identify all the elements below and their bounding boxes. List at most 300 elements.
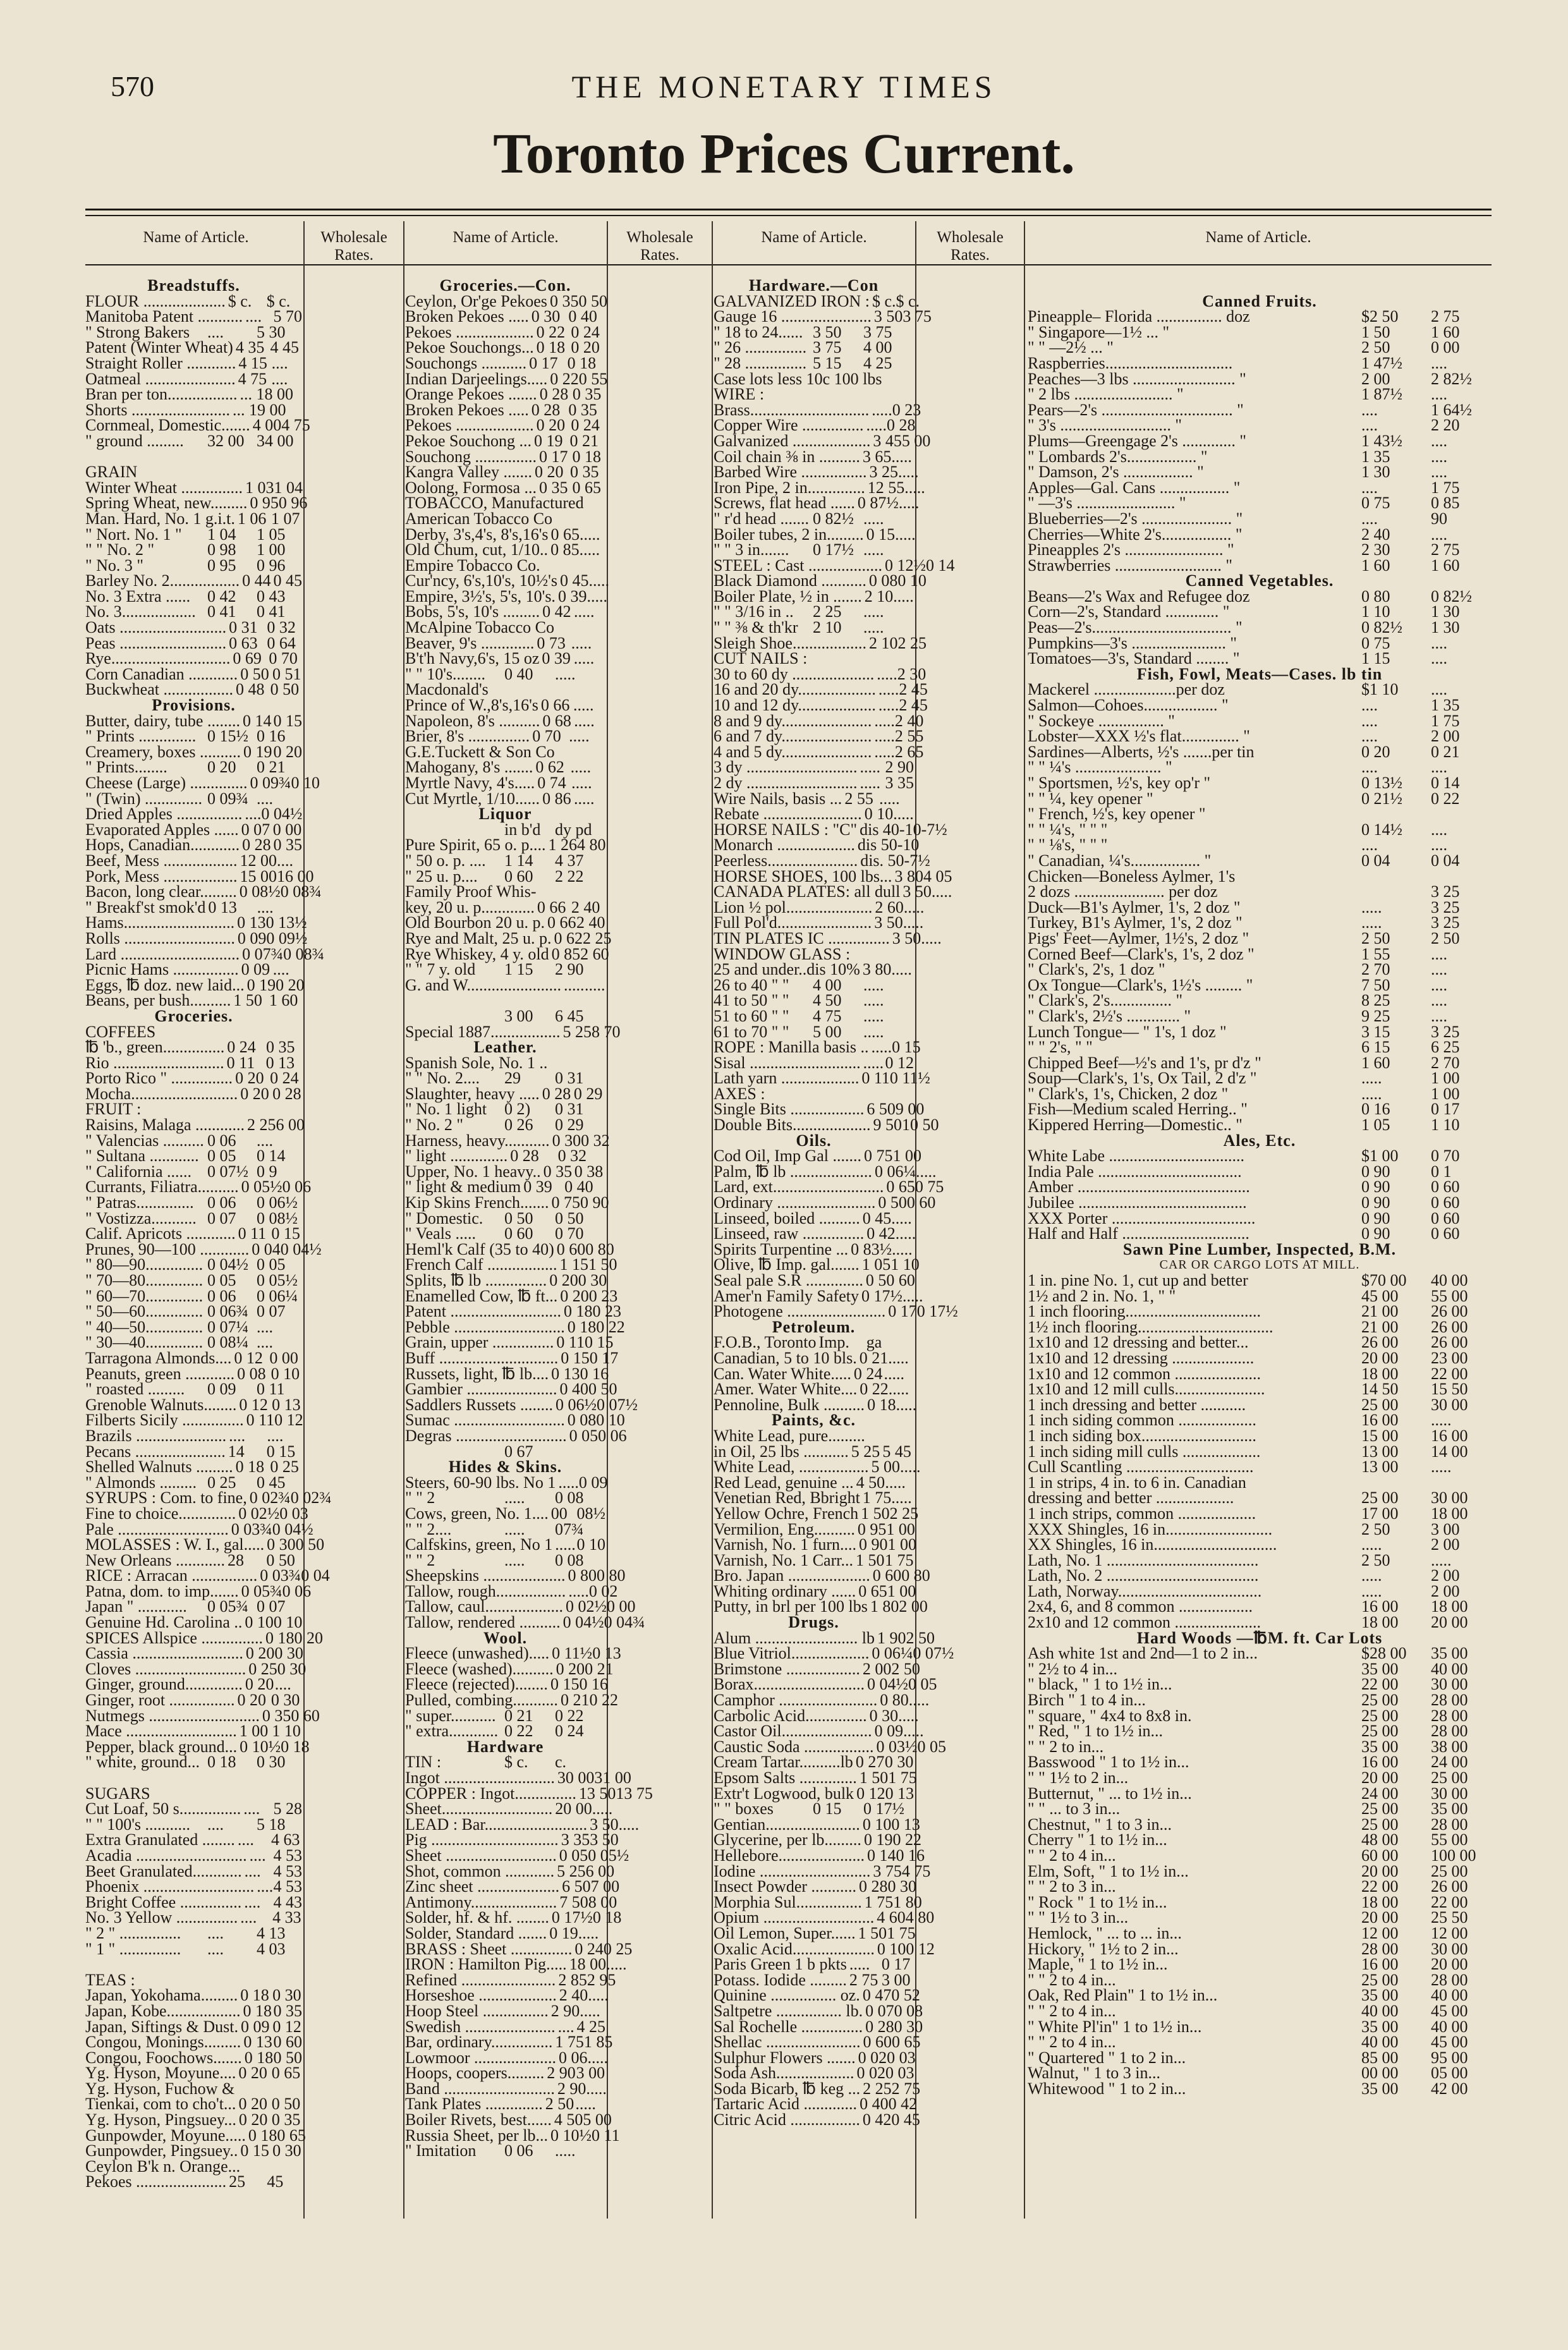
article-name: Tienkai, com to cho't...: [85, 2095, 236, 2114]
rate-low: 6 50: [562, 1877, 591, 1896]
article-name: Gunpowder, Pingsuey..: [85, 2141, 238, 2160]
article-name: [405, 1009, 502, 1025]
rate-low: 0 30: [552, 1131, 581, 1150]
rate-low: 35 00: [1361, 1986, 1399, 2005]
rate-low: 2 50: [1361, 1519, 1390, 1538]
article-name: Canadian, 5 to 10 bls.: [714, 1348, 857, 1367]
rate-high: 2 25: [897, 633, 927, 652]
price-row: [85, 1770, 302, 1786]
article-name: 1x10 and 12 dressing and better...: [1028, 1333, 1249, 1352]
article-name: Kangra Valley .......: [405, 463, 532, 482]
article-name: " Sultana ............: [85, 1147, 199, 1166]
section-title: Hardware: [466, 1737, 544, 1756]
article-name: " No. 1 light: [405, 1100, 487, 1119]
rate-high: ....: [1431, 431, 1447, 450]
rate-high: 0 13: [265, 1053, 295, 1072]
rate-high: ....: [1431, 385, 1447, 404]
rate-high: 0 31: [555, 1100, 584, 1119]
article-name: " super...........: [405, 1706, 496, 1725]
article-name: Ingot ...........................: [405, 1769, 555, 1787]
rate-low: 0 66: [540, 696, 570, 715]
rate-high: 5 00: [583, 2110, 612, 2129]
article-name: " 80—90..............: [85, 1255, 204, 1274]
rate-low: .....: [555, 1535, 576, 1554]
rate-low: 0 20: [560, 1286, 589, 1305]
article-name: Pekoe Souchong ...: [405, 431, 532, 450]
rate-low: 0 28: [859, 1877, 888, 1896]
rate-high: 2 40: [894, 711, 924, 730]
article-name: G.E.Tuckett & Son Co: [405, 742, 555, 761]
article-name: Broken Pekoes .....: [405, 400, 529, 419]
price-row: [714, 1504, 919, 1523]
article-name: Extr't Logwood, bulk: [714, 1784, 854, 1803]
rate-high: 0 03: [885, 2064, 915, 2083]
rate-high: 2 55: [894, 727, 924, 746]
price-row: [405, 1117, 605, 1133]
article-name: Coil chain ⅜ in ..........: [714, 447, 860, 466]
rate-low: 18 00: [569, 1955, 607, 1974]
article-name: Amer. Water White....: [714, 1380, 858, 1399]
article-name: " " No. 2 ": [85, 540, 155, 559]
article-name: Tallow, rough.................: [405, 1581, 566, 1600]
rate-low: 0 04: [1361, 851, 1390, 870]
rate-low: ....: [207, 1923, 224, 1942]
price-row: [85, 1040, 302, 1056]
rate-high: 2 00: [1431, 1581, 1460, 1600]
price-row: [1028, 620, 1492, 636]
article-name: " light & medium: [405, 1178, 521, 1196]
rate-high: 30 00: [1431, 1784, 1468, 1803]
rate-low: 1 50: [1361, 322, 1390, 341]
rate-low: 1 10: [1361, 602, 1390, 621]
article-name: Macdonald's: [405, 680, 489, 699]
article-name: " " —2½ ... ": [1028, 338, 1114, 357]
rate-low: .....: [1361, 913, 1382, 932]
rate-high: 0 60: [906, 1193, 936, 1212]
rate-low: 28 00: [1361, 1939, 1399, 1958]
article-name: Hops, Canadian............: [85, 836, 240, 855]
rate-high: 0 12: [885, 1053, 914, 1072]
rate-high: 0 30: [578, 1271, 607, 1289]
rate-low: 3 35: [561, 1830, 590, 1849]
article-name: " " 3 in.......: [714, 540, 789, 559]
rate-low: 0 10½: [240, 1737, 281, 1756]
rate-high: 0 06¼: [257, 1286, 298, 1305]
rate-high: 0 55: [578, 369, 608, 388]
article-name: Whiting ordinary ......: [714, 1581, 856, 1600]
price-row: [714, 1116, 939, 1135]
rate-low: 18 00: [1361, 1364, 1399, 1383]
rate-high: .....: [571, 633, 592, 652]
price-row: [714, 2033, 921, 2052]
article-name: Glycerine, per lb.........: [714, 1830, 861, 1849]
rate-high: 0 38: [574, 1162, 604, 1181]
rate-low: 0 39: [542, 649, 571, 668]
rate-high: 1 50: [588, 1255, 617, 1274]
rate-low: 20 00: [1361, 1769, 1399, 1787]
rate-low: 0 07: [865, 2001, 894, 2020]
rate-low: 35 00: [1361, 2079, 1399, 2098]
rate-low: 0 22: [860, 1380, 889, 1399]
rate-low: 25 00: [1361, 1395, 1399, 1414]
rate-high: .....: [863, 540, 884, 559]
rate-high: ....: [272, 960, 289, 979]
rate-low: 0 90: [1361, 1193, 1390, 1212]
article-name: Solder, hf. & hf. ........: [405, 1908, 549, 1927]
price-row: [85, 2035, 302, 2050]
rate-high: ....: [1431, 525, 1447, 544]
rate-high: 0 15: [273, 711, 302, 730]
rate-low: .....: [877, 664, 897, 683]
rate-low: 1 50: [233, 991, 262, 1010]
article-name: " Veals .....: [405, 1224, 476, 1243]
price-row: [405, 511, 605, 527]
rate-low: 0 18: [207, 1753, 236, 1772]
article-name: Degras ...........................: [405, 1426, 567, 1445]
rate-low: 0 60: [556, 1239, 586, 1258]
article-name: Birch " 1 to 4 in...: [1028, 1691, 1146, 1710]
rate-low: 2 25: [863, 2079, 892, 2098]
article-name: Pigs' Feet—Aylmer, 1½'s, 2 doz ": [1028, 928, 1249, 947]
article-name: XX Shingles, 16 in..............................: [1028, 1535, 1277, 1554]
article-name: [405, 993, 502, 1009]
rate-high: 2 75: [891, 2079, 921, 2098]
article-name: Peerless......................: [714, 851, 858, 870]
rate-high: ....: [274, 1675, 291, 1694]
rate-high: 0 35: [271, 2110, 301, 2129]
article-name: Caustic Soda .................: [714, 1737, 874, 1756]
section-title: Oils.: [796, 1131, 832, 1150]
price-column: [85, 276, 332, 2191]
article-name: Raspberries...............................: [1028, 353, 1233, 372]
rate-low: 0 82½: [813, 509, 854, 528]
rate-low: 7 50: [1361, 975, 1390, 994]
article-name: Beans—2's Wax and Refugee doz: [1028, 587, 1250, 606]
rate-high: 0 35: [572, 385, 602, 404]
rate-high: 40 00: [1431, 1659, 1468, 1678]
article-name: Cloves ...........................: [85, 1659, 246, 1678]
rate-low: .....: [860, 774, 880, 792]
article-name: GALVANIZED IRON :: [714, 291, 870, 310]
rate-high: 0 11½: [889, 1069, 930, 1088]
rate-low: 0 50: [240, 664, 269, 683]
rate-low: 0 80: [880, 1691, 909, 1710]
rate-high: 35 00: [1431, 1799, 1468, 1818]
rate-high: 0 30: [887, 1877, 917, 1896]
article-name: Prunes, 90—100 ............: [85, 1239, 250, 1258]
article-name: Beaver, 9's .............: [405, 633, 535, 652]
rate-high: 0 08½: [257, 1208, 298, 1227]
rate-high: .....: [884, 1364, 904, 1383]
rate-low: 4 35: [235, 338, 265, 357]
article-name: Lath, Norway...................................: [1028, 1581, 1262, 1600]
article-name: Cut Myrtle, 1/10......: [405, 789, 540, 808]
rate-low: 2 60: [875, 898, 904, 916]
rate-low: 0 19: [863, 1830, 893, 1849]
section-heading: [1028, 1239, 1492, 1258]
rate-low: 0 47: [862, 1986, 892, 2005]
rate-high: 0 10: [270, 1364, 300, 1383]
rate-high: 0 23: [588, 1286, 618, 1305]
column-divider: [403, 221, 404, 2219]
rate-high: 3 25: [1431, 913, 1460, 932]
article-name: Monarch ...................: [714, 836, 855, 855]
rate-low: 0 95: [857, 1519, 887, 1538]
column-header-name: Name of Article.: [1205, 229, 1311, 246]
price-row: [405, 698, 605, 714]
rate-high: 0 28: [887, 416, 916, 435]
price-row: [1028, 1195, 1492, 1211]
rate-low: 7 50: [559, 1892, 588, 1911]
rate-high: 1 80: [893, 1892, 922, 1911]
rate-high: .....: [1431, 1411, 1452, 1430]
rate-low: 0 98: [207, 540, 236, 559]
rate-low: 0 90: [1361, 1208, 1390, 1227]
article-name: White Lead, pure.........: [714, 1426, 865, 1445]
rate-high: .....: [891, 447, 912, 466]
rate-high: 0 60: [291, 1706, 320, 1725]
rate-high: 1 75: [888, 1769, 917, 1787]
rate-high: 0 13: [885, 1784, 915, 1803]
rate-low: ....: [1361, 711, 1378, 730]
rate-high: 95 00: [1431, 2048, 1468, 2067]
rate-low: 0 19: [549, 1923, 578, 1942]
rate-high: 4 53: [273, 1861, 302, 1880]
rate-low: 0 08: [567, 1411, 597, 1430]
article-name: Chestnut, " 1 to 3 in...: [1028, 1815, 1172, 1834]
article-name: Pig ...............................: [405, 1830, 559, 1849]
rate-low: 0 06: [207, 1286, 236, 1305]
article-name: Rye and Malt, 25 u. p.: [405, 928, 552, 947]
rate-high: 1 60: [1431, 556, 1460, 575]
article-name: 4 and 5 dy......................: [714, 742, 872, 761]
rate-high: .....: [586, 587, 607, 606]
article-name: Camphor ........................: [714, 1691, 878, 1710]
rate-high: 0 22: [892, 1830, 921, 1849]
price-row: [1028, 278, 1492, 294]
rate-low: 0 09: [237, 928, 267, 947]
rate-low: 0 62: [535, 758, 564, 777]
rate-low: 14: [228, 1442, 245, 1461]
price-row: [85, 1428, 302, 1444]
section-title: Canned Vegetables.: [1185, 571, 1334, 590]
rate-high: 3 25: [1431, 882, 1460, 901]
rate-low: 0 05¾: [241, 1581, 283, 1600]
rate-high: 28 00: [1431, 1815, 1468, 1834]
article-name: Empire Tobacco Co.: [405, 556, 540, 575]
article-name: Evaporated Apples ......: [85, 820, 239, 839]
article-name: Special 1887.................: [405, 1022, 561, 1041]
price-row: [405, 1923, 605, 1942]
rate-high: 0 80: [585, 1239, 614, 1258]
rate-low: 0 20: [238, 2095, 267, 2114]
rate-low: [882, 372, 899, 387]
rate-high: 0 10: [576, 1535, 605, 1554]
rate-high: 0 14: [257, 1147, 286, 1166]
rate-low: 1 26: [548, 836, 577, 855]
section-title: Groceries.—Con.: [439, 276, 571, 295]
rate-low: 1 75: [862, 1489, 892, 1507]
section-title: Sawn Pine Lumber, Inspected, B.M.: [1122, 1239, 1397, 1258]
article-name: Eggs, ℔ doz. new laid...: [85, 975, 245, 994]
rate-low: 0 13: [243, 2033, 272, 2052]
rate-high: 3 25: [1431, 1022, 1460, 1041]
article-name: Harness, heavy...........: [405, 1131, 550, 1150]
article-name: " No. 3 ": [85, 556, 144, 575]
article-name: Red Lead, genuine ...: [714, 1473, 854, 1492]
rate-high: 0 07½: [597, 1395, 638, 1414]
rate-high: 0 32: [557, 1147, 587, 1166]
price-row: [1028, 1923, 1492, 1942]
rate-high: 0 06: [282, 1581, 312, 1600]
price-row: [1028, 1770, 1492, 1786]
rate-high: .....: [574, 711, 595, 730]
article-name: Tallow, caul...................: [405, 1597, 563, 1616]
article-name: G. and W.......................: [405, 975, 561, 994]
rate-high: 0 05: [257, 1255, 286, 1274]
rate-high: .....: [863, 975, 884, 994]
price-row: [85, 1693, 302, 1708]
rate-low: 1 43½: [1361, 431, 1402, 450]
rate-high: ....: [1431, 353, 1447, 372]
rate-high: .....: [903, 913, 924, 932]
article-name: White Labe .................................: [1028, 1147, 1244, 1166]
article-name: Currants, Filiatra..........: [85, 1178, 239, 1196]
rate-high: 0 08¾: [280, 882, 322, 901]
rate-high: ....: [1431, 680, 1447, 699]
article-name: 3 dy ...........................: [714, 758, 858, 777]
rate-high: 0 60: [886, 1271, 915, 1289]
article-name: Quinine ................ oz.: [714, 1986, 860, 2005]
article-name: Kip Skins French.......: [405, 1193, 549, 1212]
rate-high: 1 00: [1431, 1069, 1460, 1088]
rate-low: 5 25: [562, 1022, 592, 1041]
rate-high: 1 30: [1431, 602, 1460, 621]
rate-high: [1431, 278, 1492, 294]
article-name: Olive, ℔ Imp. gal.......: [714, 1255, 860, 1274]
rate-high: 1 07: [270, 509, 300, 528]
article-name: Seal pale S.R ..............: [714, 1271, 863, 1289]
rate-high: 1 00: [887, 1535, 917, 1554]
article-name: " 3's ........................... ": [1028, 416, 1182, 435]
rate-low: 1 15: [504, 960, 533, 979]
rate-high: 5 28: [273, 1799, 302, 1818]
rate-high: 0 50: [578, 291, 607, 310]
rate-high: [911, 853, 914, 869]
article-name: Linseed, raw ...............: [714, 1224, 865, 1243]
article-name: Indian Darjeelings.....: [405, 369, 548, 388]
rate-low: 00: [550, 1504, 568, 1523]
rate-low: 25 00: [1361, 1970, 1399, 1989]
article-name: " " 2: [405, 1489, 435, 1507]
rate-high: 0 18: [572, 447, 601, 466]
rate-high: 0 20: [273, 742, 302, 761]
rate-high: 0 60: [1431, 1178, 1460, 1196]
price-row: [405, 1273, 605, 1289]
rate-low: 0 22: [536, 322, 566, 341]
rate-low: .....: [874, 742, 895, 761]
article-name: Butter, dairy, tube ........: [85, 711, 240, 730]
rate-low: 0 21: [504, 1706, 533, 1725]
rate-low: 0 41: [207, 602, 236, 621]
article-name: Carbolic Acid...............: [714, 1706, 867, 1725]
rate-low: 1 15: [559, 1255, 588, 1274]
article-name: Boiler Rivets, best......: [405, 2110, 552, 2129]
price-row: [714, 1428, 914, 1444]
price-row: [85, 853, 302, 869]
rate-low: 0 13½: [1361, 774, 1402, 792]
article-name: Creamery, boxes ..........: [85, 742, 241, 761]
rate-low: 0 15: [813, 1799, 842, 1818]
article-name: Gauge 16 ......................: [714, 307, 872, 326]
price-row: [85, 353, 302, 372]
rate-high: 4 80: [905, 1908, 935, 1927]
article-name: Chipped Beef—½'s and 1's, pr d'z ": [1028, 1053, 1261, 1072]
article-name: 1 inch strips, common ...................: [1028, 1504, 1256, 1523]
rate-low: .....: [866, 416, 887, 435]
rate-low: 0 70: [532, 727, 561, 746]
article-name: " Canadian, ¼'s................. ": [1028, 851, 1212, 870]
rate-low: ....: [207, 322, 224, 341]
article-name: " 26 ...............: [714, 338, 807, 357]
rate-low: 0 17½: [861, 1286, 903, 1305]
rate-high: 0 13: [891, 1815, 920, 1834]
rate-low: 0 15: [240, 2141, 269, 2160]
rate-low: 5 25: [851, 1442, 880, 1461]
rate-low: 0 24: [853, 1364, 883, 1383]
rate-high: 0 08¾: [283, 944, 325, 963]
rate-high: 90: [1431, 509, 1447, 528]
article-name: " 28 ...............: [714, 353, 807, 372]
rate-low: 0 39: [523, 1178, 552, 1196]
rate-low: 0 05: [559, 1846, 588, 1865]
article-name: Sulphur Flowers .......: [714, 2048, 856, 2067]
rate-high: 0 05: [917, 1737, 946, 1756]
article-name: Ash white 1st and 2nd—1 to 2 in...: [1028, 1644, 1258, 1663]
article-name: Duck—B1's Aylmer, 1's, 2 doz ": [1028, 898, 1241, 916]
section-title: Petroleum.: [772, 1317, 856, 1336]
rate-low: 0 74: [537, 774, 566, 792]
rate-low: [554, 620, 581, 636]
rate-low: 1 50: [861, 1504, 890, 1523]
rate-low: 1 00: [239, 1722, 269, 1741]
article-name: No. 3..................: [85, 602, 196, 621]
article-name: " " ⅜ & th'kr: [714, 618, 798, 637]
rate-low: 0 08: [237, 1364, 266, 1383]
article-name: White Lead, .................: [714, 1458, 869, 1476]
article-name: Strawberries .......................... ": [1028, 556, 1233, 575]
rate-low: 0 09: [207, 1380, 236, 1399]
article-name: Extra Granulated ........: [85, 1830, 235, 1849]
rate-low: ....: [243, 1799, 260, 1818]
article-name: Rye Whiskey, 4 y. old: [405, 944, 549, 963]
article-name: Borax...........................: [714, 1675, 865, 1694]
article-name: in Oil, 25 lbs ...........: [714, 1442, 849, 1461]
article-name: Hoop Steel ................: [405, 2001, 549, 2020]
price-row: [714, 696, 928, 715]
rate-high: 0 80: [597, 1566, 626, 1585]
section-title: Hardware.—Con: [748, 276, 879, 295]
rate-low: 0 26: [504, 1116, 533, 1135]
rate-high: 0 11: [592, 2126, 620, 2145]
price-row: [405, 975, 605, 994]
rate-low: 14 50: [1361, 1380, 1399, 1399]
rate-high: 1 00: [1431, 1084, 1460, 1103]
rate-low: 2 10: [813, 618, 842, 637]
rate-low: 0 09¾: [250, 774, 291, 792]
rate-low: [552, 511, 580, 527]
article-name: " Rock " 1 to 1½ in...: [1028, 1892, 1167, 1911]
